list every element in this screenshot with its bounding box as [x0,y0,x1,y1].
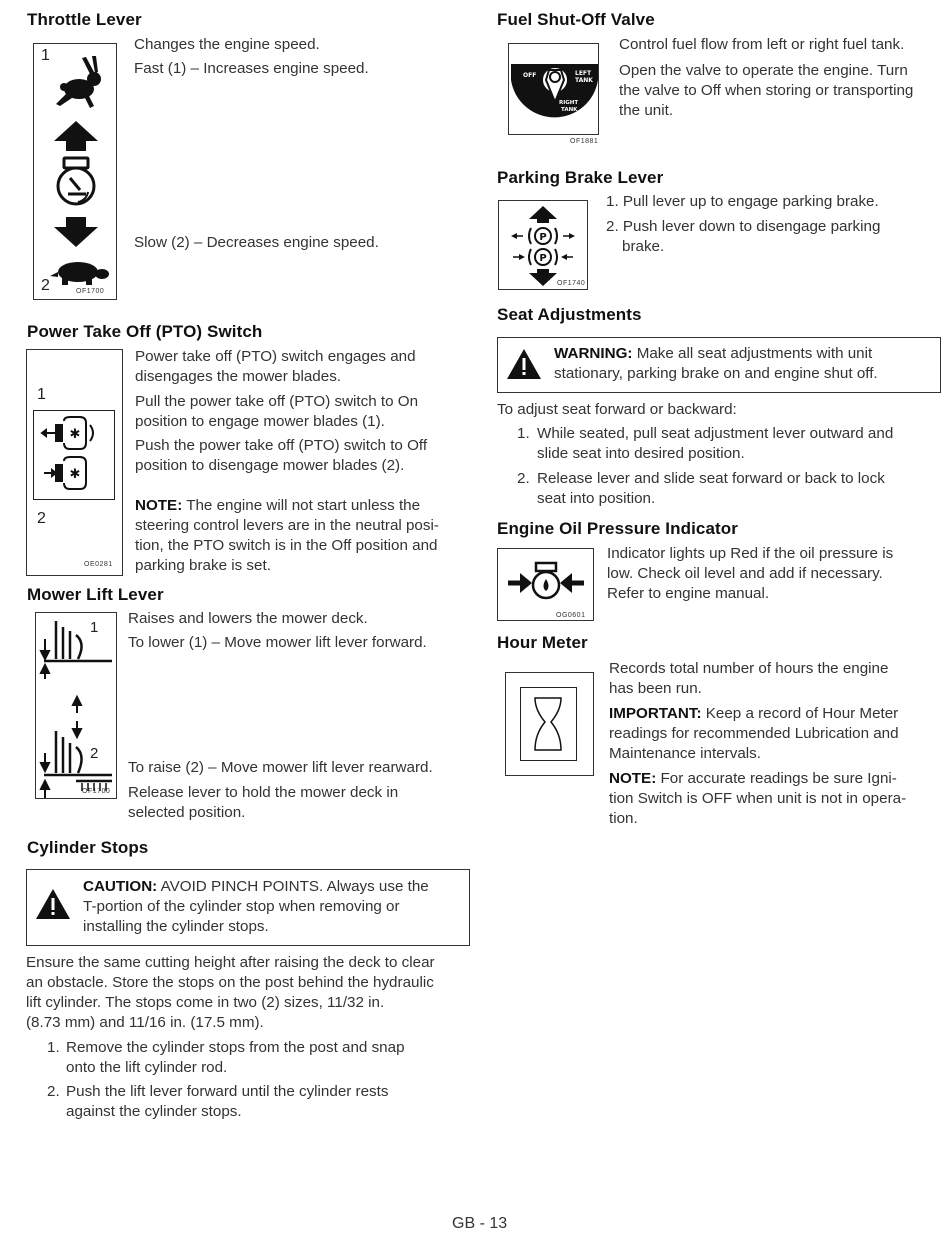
throttle-fast: Fast (1) – Increases engine speed. [134,60,369,77]
fuel-valve-dial-icon [509,44,600,136]
hour-records-1: Records total number of hours the engine [609,660,889,677]
fuel-figure-code: OF1881 [570,138,599,145]
parking-step-1: 1. Pull lever up to engage parking brake. [606,193,879,210]
fuel-dial-right-2: TANK [561,107,578,113]
cylinder-caution-box [26,869,470,946]
hour-meter-panel [520,687,577,761]
cylinder-step-2-number: 2. [47,1083,60,1100]
throttle-slow: Slow (2) – Decreases engine speed. [134,234,379,251]
pto-figure [26,349,123,576]
cylinder-step-1-line-1: Remove the cylinder stops from the post and snap [66,1039,405,1056]
pto-note-3: tion, the PTO switch is in the Off position and [135,537,438,554]
cylinder-caution-3: installing the cylinder stops. [83,918,269,935]
throttle-desc: Changes the engine speed. [134,36,320,53]
cylinder-step-2-line-1: Push the lift lever forward until the cylinder rests [66,1083,389,1100]
cylinder-caution-text-1: AVOID PINCH POINTS. Always use the [160,878,429,895]
oil-text-1: Indicator lights up Red if the oil pressure is [607,545,894,562]
pto-pull-1: Pull the power take off (PTO) switch to On [135,393,419,410]
hour-records-2: has been run. [609,680,702,697]
fuel-dial-left-1: LEFT [575,70,592,77]
oil-heading: Engine Oil Pressure Indicator [497,519,738,538]
mower-lift-symbols-icon [36,613,118,800]
seat-step-1-line-2: slide seat into desired position. [537,445,745,462]
seat-warning-box [497,337,941,393]
pto-push-1: Push the power take off (PTO) switch to Off [135,437,428,454]
cylinder-body-4: (8.73 mm) and 11/16 in. (17.5 mm). [26,1014,264,1031]
seat-warning-text-1: Make all seat adjustments with unit [636,345,873,362]
pto-desc-2: disengages the mower blades. [135,368,342,385]
seat-step-1-line-1: While seated, pull seat adjustment lever outward and [537,425,894,442]
page-number: GB - 13 [452,1215,508,1232]
pto-switch-panel [33,410,115,500]
throttle-label-slow: 2 [41,277,50,294]
throttle-heading: Throttle Lever [27,10,142,29]
caution-triangle-icon [35,888,71,920]
hour-note-2: tion Switch is OFF when unit is not in opera- [609,790,907,807]
mower-lift-desc: Raises and lowers the mower deck. [128,610,368,627]
throttle-figure [33,43,117,300]
mower-lift-figure [35,612,117,799]
cylinder-heading: Cylinder Stops [27,838,149,857]
parking-brake-icon [499,201,589,291]
parking-figure-code: OF1740 [557,280,586,287]
mower-lift-raise: To raise (2) – Move mower lift lever rearward. [128,759,433,776]
oil-text-2: low. Check oil level and add if necessary. [607,565,883,582]
pto-switch-icon [34,411,114,499]
pto-pull-2: position to engage mower blades (1). [135,413,385,430]
fuel-heading: Fuel Shut-Off Valve [497,10,655,29]
mower-lift-label-raise: 2 [90,745,99,762]
oil-figure-code: OG0601 [556,612,586,619]
pto-label-on: 1 [37,386,46,403]
warning-triangle-icon [506,348,542,380]
pto-figure-code: OE0281 [84,561,113,568]
seat-step-2 [517,469,937,509]
hourglass-icon [521,688,576,760]
cylinder-body-2: an obstacle. Store the stops on the post behind the hydraulic [26,974,434,991]
hour-important-text-1: Keep a record of Hour Meter [705,705,899,722]
pto-heading: Power Take Off (PTO) Switch [27,322,263,341]
fuel-dial-off: OFF [523,72,537,79]
svg-text:✱: ✱ [69,467,81,482]
pto-desc-1: Power take off (PTO) switch engages and [135,348,416,365]
cylinder-caution-label: CAUTION: [83,878,158,895]
hour-note-text-1: For accurate readings be sure Igni- [660,770,897,787]
pto-label-off: 2 [37,510,46,527]
parking-heading: Parking Brake Lever [497,168,664,187]
fuel-open-1: Open the valve to operate the engine. Turn [619,62,908,79]
hour-important-2: readings for recommended Lubrication and [609,725,899,742]
seat-warning-2: stationary, parking brake on and engine shut off. [554,365,878,382]
pto-note-2: steering control levers are in the neutral posi- [135,517,439,534]
mower-lift-figure-code: OF1700 [82,788,111,795]
mower-lift-release-2: selected position. [128,804,246,821]
seat-intro: To adjust seat forward or backward: [497,401,737,418]
mower-lift-release-1: Release lever to hold the mower deck in [128,784,399,801]
cylinder-step-1-number: 1. [47,1039,60,1056]
svg-text:✱: ✱ [69,427,81,442]
hour-note-3: tion. [609,810,638,827]
parking-step-2-2: brake. [622,238,665,255]
fuel-desc: Control fuel flow from left or right fuel tank. [619,36,905,53]
cylinder-step-2-line-2: against the cylinder stops. [66,1103,242,1120]
parking-p-letter-up: P [539,232,547,243]
fuel-open-2: the valve to Off when storing or transporting [619,82,914,99]
fuel-figure [508,43,599,135]
throttle-figure-code: OF1700 [76,288,105,295]
oil-text-3: Refer to engine manual. [607,585,770,602]
seat-step-1-number: 1. [517,425,530,442]
mower-lift-heading: Mower Lift Lever [27,585,164,604]
hour-important-label: IMPORTANT: [609,705,702,722]
mower-lift-label-lower: 1 [90,619,99,636]
seat-heading: Seat Adjustments [497,305,642,324]
cylinder-caution-1 [83,877,429,897]
cylinder-step-2 [47,1082,467,1122]
throttle-label-fast: 1 [41,47,50,64]
cylinder-step-1-line-2: onto the lift cylinder rod. [66,1059,228,1076]
hour-note-label: NOTE: [609,770,657,787]
pto-note-label: NOTE: [135,497,183,514]
seat-warning-label: WARNING: [554,345,633,362]
hour-important-1 [609,704,898,724]
seat-warning-1 [554,344,872,364]
seat-step-1 [517,424,937,464]
hour-note-1 [609,769,897,789]
pto-note-1 [135,496,420,516]
seat-step-2-number: 2. [517,470,530,487]
fuel-open-3: the unit. [619,102,674,119]
oil-figure [497,548,594,621]
seat-step-2-line-1: Release lever and slide seat forward or back to lock [537,470,885,487]
cylinder-body-1: Ensure the same cutting height after raising the deck to clear [26,954,435,971]
pto-note-4: parking brake is set. [135,557,271,574]
parking-figure [498,200,588,290]
hour-heading: Hour Meter [497,633,588,652]
parking-step-2-1: 2. Push lever down to disengage parking [606,218,881,235]
cylinder-caution-2: T-portion of the cylinder stop when removing or [83,898,400,915]
cylinder-step-1 [47,1038,467,1078]
pto-note-text-1: The engine will not start unless the [186,497,421,514]
cylinder-body-3: lift cylinder. The stops come in two (2) sizes, 11/32 in. [26,994,385,1011]
parking-p-letter-down: P [539,253,547,264]
mower-lift-lower: To lower (1) – Move mower lift lever forward. [128,634,427,651]
hour-figure [505,672,594,776]
throttle-symbols-icon [34,44,118,301]
hour-important-3: Maintenance intervals. [609,745,761,762]
fuel-dial-left-2: TANK [575,77,593,84]
seat-step-2-line-2: seat into position. [537,490,656,507]
fuel-dial-right-1: RIGHT [559,100,579,106]
pto-push-2: position to disengage mower blades (2). [135,457,405,474]
